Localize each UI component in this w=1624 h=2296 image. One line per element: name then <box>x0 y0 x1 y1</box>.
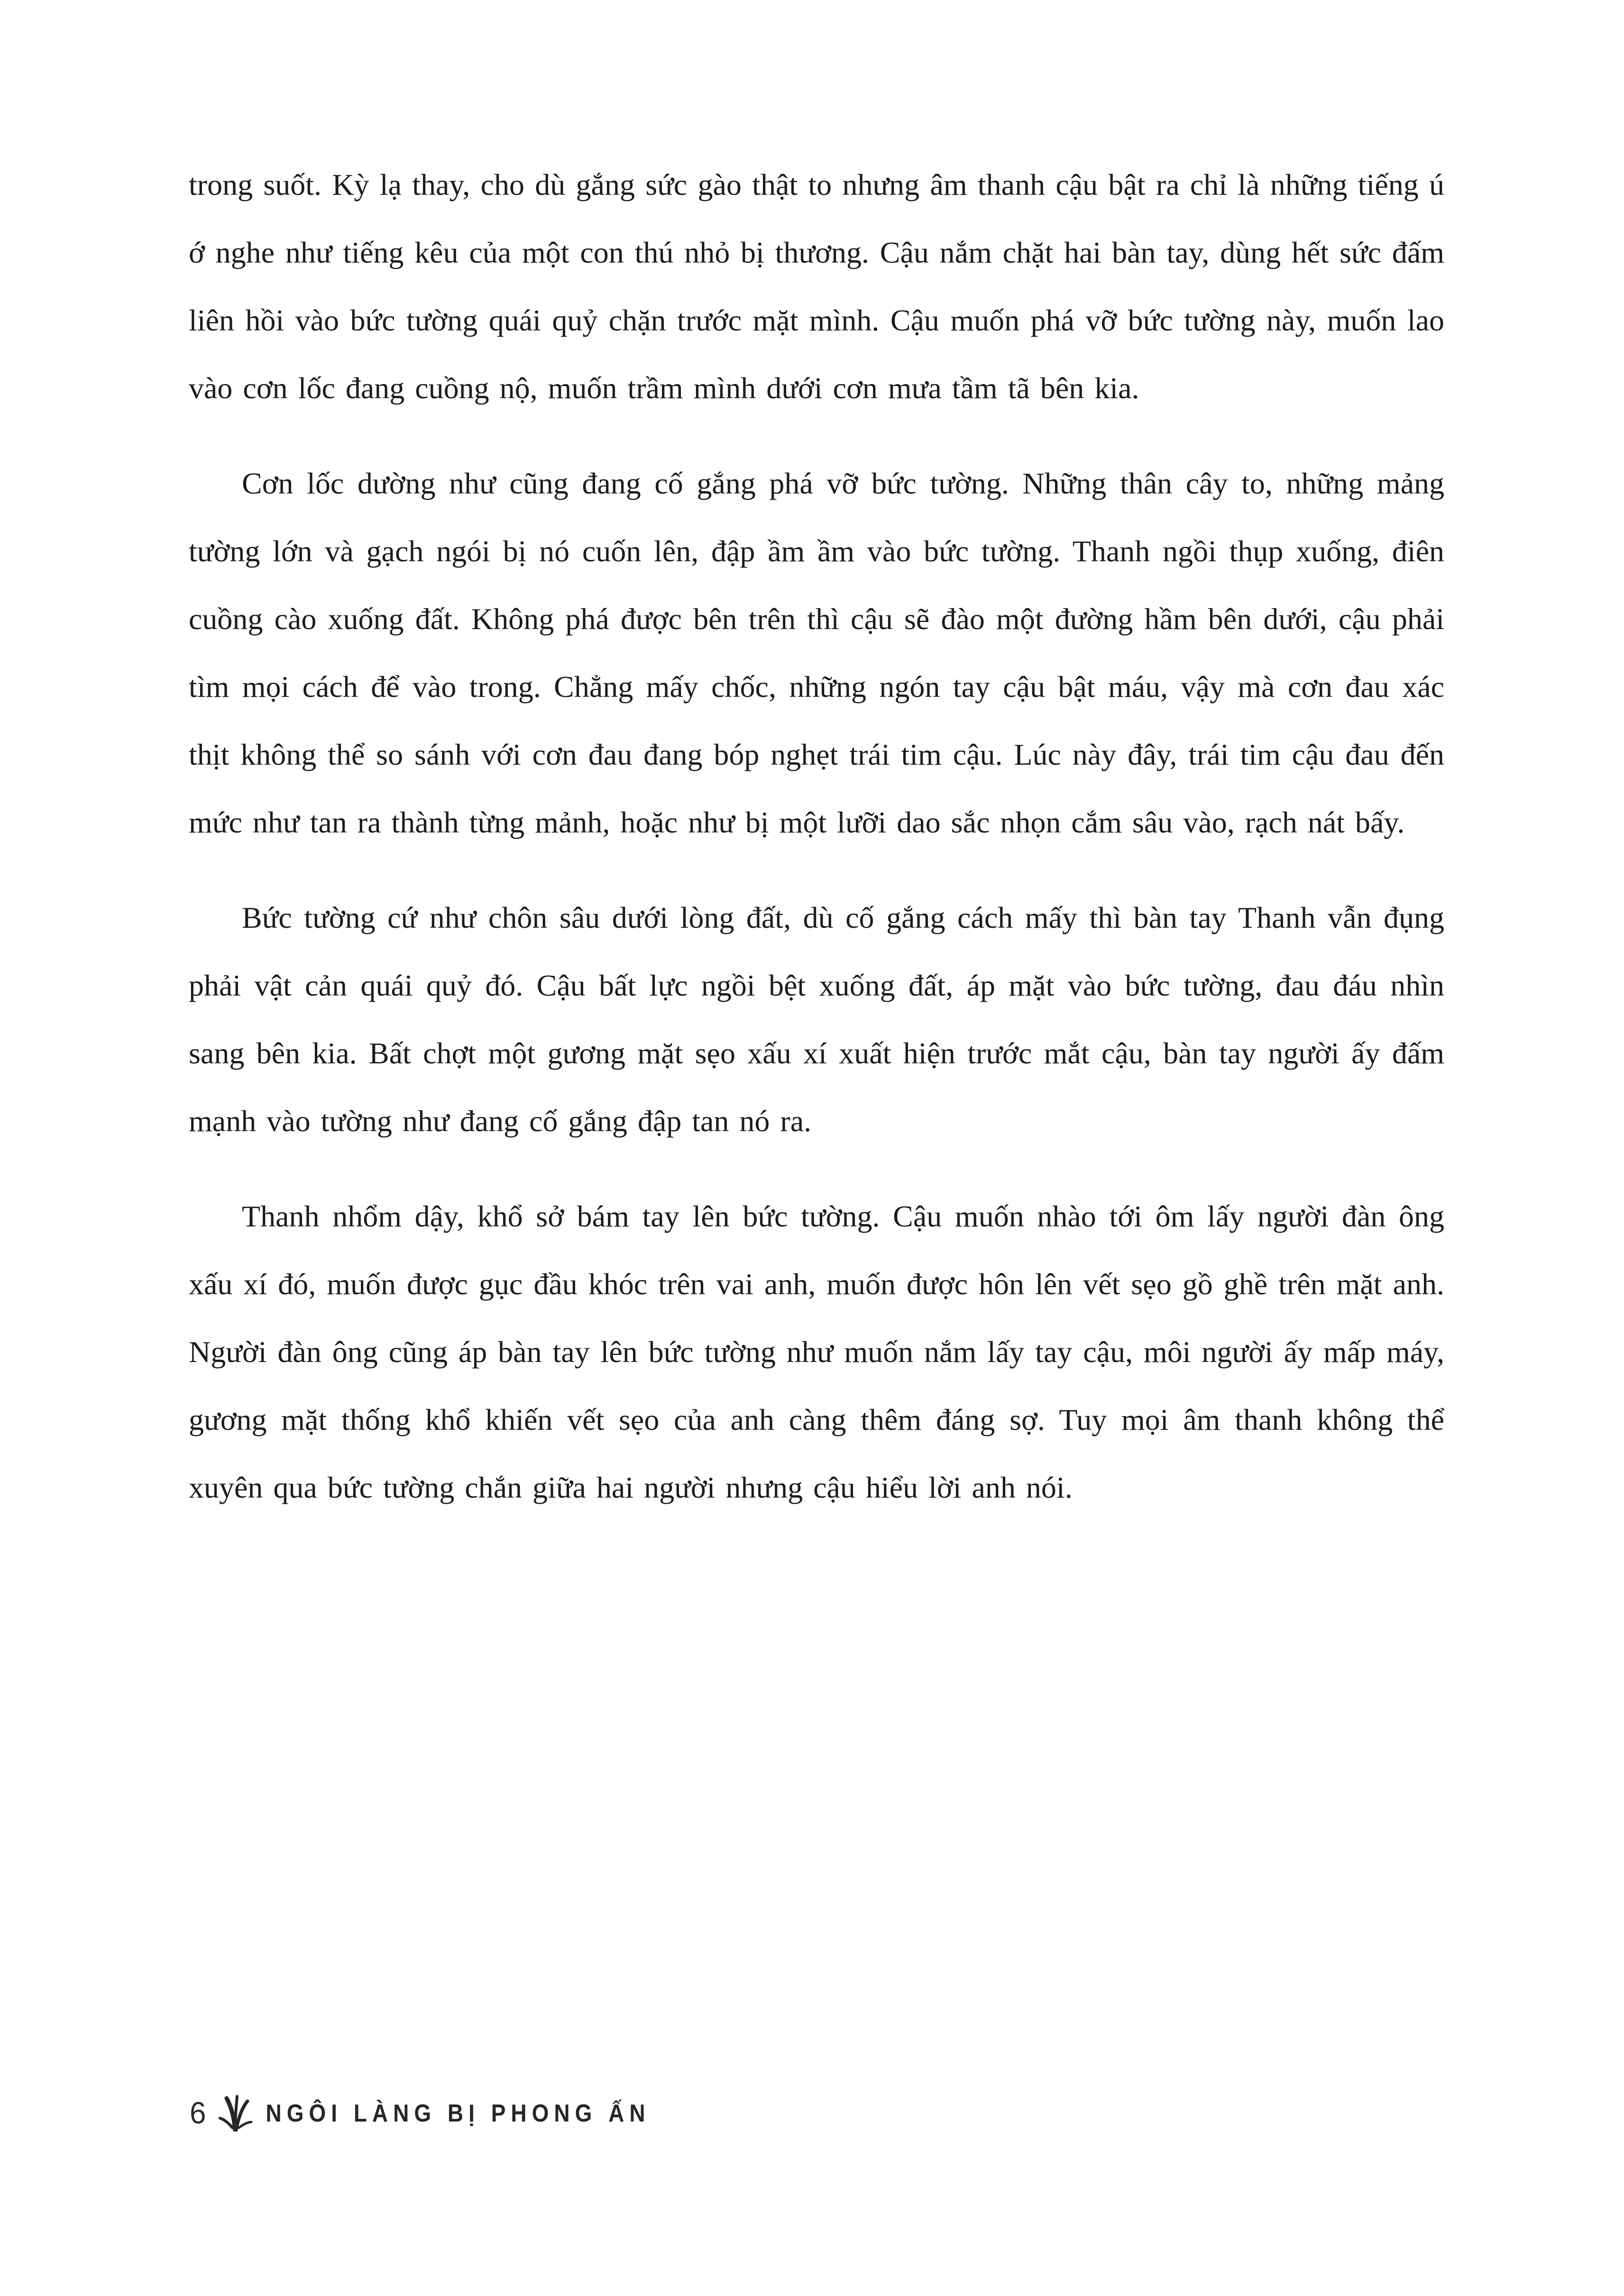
paragraph: Bức tường cứ như chôn sâu dưới lòng đất, dù cố gắng cách mấy thì bàn tay Thanh vẫn đụng phải vật cản quái quỷ đó. Cậu bất lực ngồi bệt xuống đất, áp mặt vào bức tường, đau đáu nhìn sang bên kia. Bất chợt một gương mặt sẹo xấu xí xuất hiện trước mắt cậu, bàn tay người ấy đấm mạnh vào tường như đang cố gắng đập tan nó ra. <box>189 901 1444 1138</box>
page-body <box>189 151 1444 1549</box>
leaf-icon <box>218 2095 253 2131</box>
paragraph: Cơn lốc dường như cũng đang cố gắng phá vỡ bức tường. Những thân cây to, những mảng tường lớn và gạch ngói bị nó cuốn lên, đập ầm ầm vào bức tường. Thanh ngồi thụp xuống, điên cuồng cào xuống đất. Không phá được bên trên thì cậu sẽ đào một đường hầm bên dưới, cậu phải tìm mọi cách để vào trong. Chẳng mấy chốc, những ngón tay cậu bật máu, vậy mà cơn đau xác thịt không thể so sánh với cơn đau đang bóp nghẹt trái tim cậu. Lúc này đây, trái tim cậu đau đến mức như tan ra thành từng mảnh, hoặc như bị một lưỡi dao sắc nhọn cắm sâu vào, rạch nát bấy. <box>189 467 1444 839</box>
paragraph: Thanh nhổm dậy, khổ sở bám tay lên bức tường. Cậu muốn nhào tới ôm lấy người đàn ông xấu xí đó, muốn được gục đầu khóc trên vai anh, muốn được hôn lên vết sẹo gồ ghề trên mặt anh. Người đàn ông cũng áp bàn tay lên bức tường như muốn nắm lấy tay cậu, môi người ấy mấp máy, gương mặt thống khổ khiến vết sẹo của anh càng thêm đáng sợ. Tuy mọi âm thanh không thể xuyên qua bức tường chắn giữa hai người nhưng cậu hiểu lời anh nói. <box>189 1199 1444 1504</box>
page-number: 6 <box>190 2095 206 2131</box>
page-footer <box>190 2095 651 2131</box>
book-title: NGÔI LÀNG BỊ PHONG ẤN <box>266 2099 651 2127</box>
paragraph: trong suốt. Kỳ lạ thay, cho dù gắng sức gào thật to nhưng âm thanh cậu bật ra chỉ là những tiếng ú ớ nghe như tiếng kêu của một con thú nhỏ bị thương. Cậu nắm chặt hai bàn tay, dùng hết sức đấm liên hồi vào bức tường quái quỷ chặn trước mặt mình. Cậu muốn phá vỡ bức tường này, muốn lao vào cơn lốc đang cuồng nộ, muốn trầm mình dưới cơn mưa tầm tã bên kia. <box>189 168 1444 405</box>
